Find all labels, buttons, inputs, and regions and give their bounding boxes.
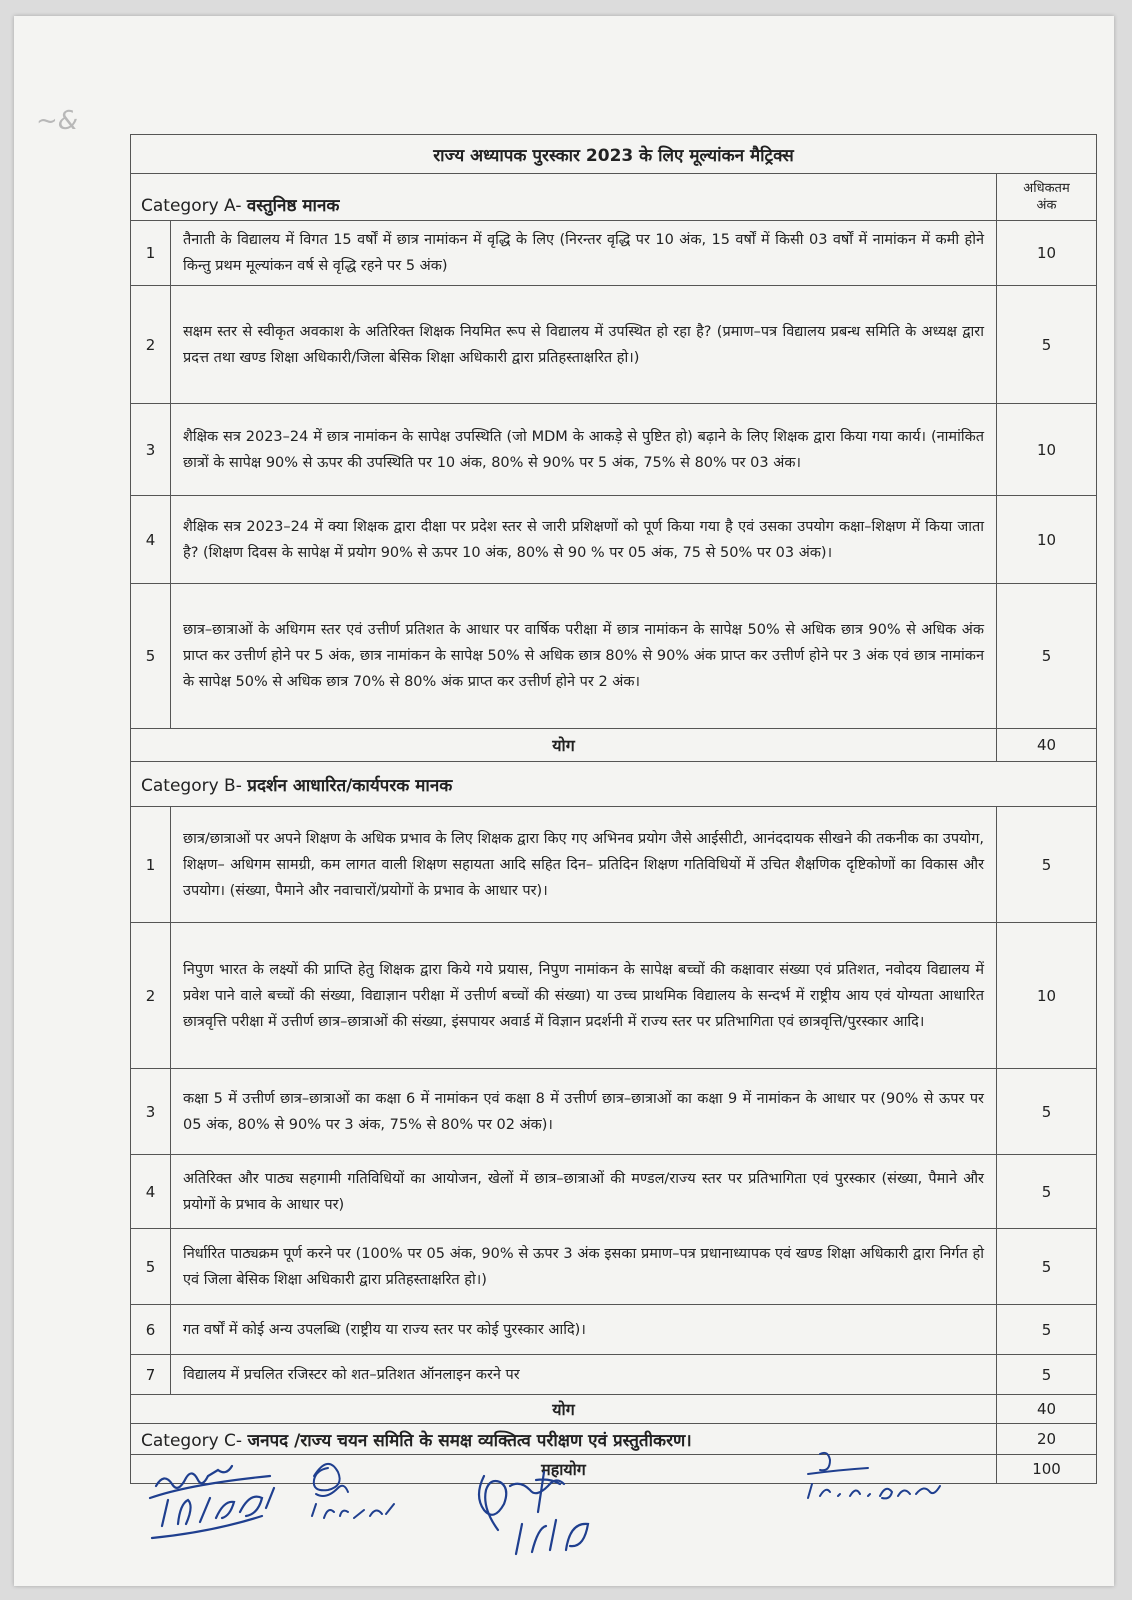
max-marks: 5 [997,1069,1097,1155]
category-a-total-label: योग [131,729,997,762]
max-marks: 5 [997,1355,1097,1395]
title-row [131,135,1097,174]
category-b-name: प्रदर्शन आधारित/कार्यपरक मानक [247,775,453,796]
table-row [131,286,1097,404]
criterion-text: शैक्षिक सत्र 2023–24 में छात्र नामांकन के सापेक्ष उपस्थिति (जो MDM के आकड़े से पुष्टित हो) बढ़ाने के लिए शिक्षक द्वारा किया गया कार्य। (नामांकित छात्रों के सापेक्ष 90% से ऊपर की उपस्थिति पर 10 अंक, 80% से 90% पर 5 अंक, 75% से 80% पर 03 अंक। [171,404,997,496]
max-marks-header-line1: अधिकतम [1023,181,1070,196]
category-c-prefix: Category C- [141,1430,243,1451]
criterion-text: छात्र–छात्राओं के अधिगम स्तर एवं उत्तीर्ण प्रतिशत के आधार पर वार्षिक परीक्षा में छात्र नामांकन के सापेक्ष 50% से अधिक छात्र 90% से अधिक अंक प्राप्त कर उत्तीर्ण होने पर 5 अंक, छात्र नामांकन के सापेक्ष 50% से अधिक छात्र 80% से 90% अंक प्राप्त कर उत्तीर्ण होने पर 3 अंक एवं छात्र नामांकन के सापेक्ष 50% से अधिक छात्र 70% से 80% अंक प्राप्त कर उत्तीर्ण होने पर 2 अंक। [171,584,997,729]
category-a-heading [131,174,997,221]
row-number: 6 [131,1305,171,1355]
max-marks: 10 [997,404,1097,496]
category-a-total-marks: 40 [997,729,1097,762]
max-marks: 5 [997,807,1097,923]
row-number: 1 [131,807,171,923]
max-marks-header [997,174,1097,221]
max-marks: 5 [997,1229,1097,1305]
max-marks-header-line2: अंक [1036,198,1057,213]
table-row [131,221,1097,286]
table-row [131,404,1097,496]
max-marks: 10 [997,496,1097,584]
table-row [131,923,1097,1069]
signature-4 [808,1453,940,1499]
max-marks: 10 [997,221,1097,286]
signature-3 [479,1472,588,1554]
table-row [131,1305,1097,1355]
category-a-name: वस्तुनिष्ठ मानक [246,196,340,216]
max-marks: 5 [997,584,1097,729]
category-c-marks: 20 [997,1424,1097,1455]
category-b-total-label: योग [131,1395,997,1424]
category-b-total-row [131,1395,1097,1424]
row-number: 1 [131,221,171,286]
signature-1 [150,1466,274,1538]
category-a-total-row [131,729,1097,762]
faint-pencil-mark: ~& [36,106,79,136]
row-number: 7 [131,1355,171,1395]
category-a-header-row [131,174,1097,221]
row-number: 4 [131,496,171,584]
table-row [131,584,1097,729]
category-c-name: जनपद /राज्य चयन समिति के समक्ष व्यक्तित्व परीक्षण एवं प्रस्तुतीकरण। [247,1430,692,1451]
row-number: 4 [131,1155,171,1229]
category-b-prefix: Category B- [141,775,242,796]
handwritten-signatures-image [144,1446,1044,1566]
table-row [131,1155,1097,1229]
criterion-text: निर्धारित पाठ्यक्रम पूर्ण करने पर (100% पर 05 अंक, 90% से ऊपर 3 अंक इसका प्रमाण–पत्र प्रधानाध्यापक एवं खण्ड शिक्षा अधिकारी द्वारा निर्गत हो एवं जिला बेसिक शिक्षा अधिकारी द्वारा प्रतिहस्ताक्षरित हो।) [171,1229,997,1305]
criterion-text: सक्षम स्तर से स्वीकृत अवकाश के अतिरिक्त शिक्षक नियमित रूप से विद्यालय में उपस्थित हो रहा है? (प्रमाण–पत्र विद्यालय प्रबन्ध समिति के अध्यक्ष द्वारा प्रदत्त तथा खण्ड शिक्षा अधिकारी/जिला बेसिक शिक्षा अधिकारी द्वारा प्रतिहस्ताक्षरित हो।) [171,286,997,404]
max-marks: 10 [997,923,1097,1069]
signatures-area [144,1446,1044,1566]
row-number: 3 [131,404,171,496]
document-page [14,16,1114,1586]
criterion-text: विद्यालय में प्रचलित रजिस्टर को शत–प्रतिशत ऑनलाइन करने पर [171,1355,997,1395]
category-b-header-row [131,762,1097,807]
criterion-text: कक्षा 5 में उत्तीर्ण छात्र–छात्राओं का कक्षा 6 में नामांकन एवं कक्षा 8 में उत्तीर्ण छात्र–छात्राओं का कक्षा 9 में नामांकन के आधार पर (90% से ऊपर पर 05 अंक, 80% से 90% पर 3 अंक, 75% से 80% पर 02 अंक)। [171,1069,997,1155]
criterion-text: गत वर्षों में कोई अन्य उपलब्धि (राष्ट्रीय या राज्य स्तर पर कोई पुरस्कार आदि)। [171,1305,997,1355]
criterion-text: तैनाती के विद्यालय में विगत 15 वर्षों में छात्र नामांकन में वृद्धि के लिए (निरन्तर वृद्धि पर 10 अंक, 15 वर्षों में किसी 03 वर्षों में नामांकन में कमी होने किन्तु प्रथम मूल्यांकन वर्ष से वृद्धि रहने पर 5 अंक) [171,221,997,286]
row-number: 2 [131,923,171,1069]
category-b-total-marks: 40 [997,1395,1097,1424]
max-marks: 5 [997,1155,1097,1229]
evaluation-matrix-table [130,134,1097,1484]
row-number: 2 [131,286,171,404]
category-a-prefix: Category A- [141,196,242,216]
table-row [131,1069,1097,1155]
criterion-text: अतिरिक्त और पाठ्य सहगामी गतिविधियों का आयोजन, खेलों में छात्र–छात्राओं की मण्डल/राज्य स्तर पर प्रतिभागिता एवं पुरस्कार (संख्या, पैमाने और प्रयोगों के प्रभाव के आधार पर) [171,1155,997,1229]
table-row [131,496,1097,584]
row-number: 3 [131,1069,171,1155]
grand-total-label: महायोग [131,1455,997,1484]
signature-2 [312,1464,394,1518]
row-number: 5 [131,584,171,729]
table-row [131,1229,1097,1305]
max-marks: 5 [997,286,1097,404]
criterion-text: छात्र/छात्राओं पर अपने शिक्षण के अधिक प्रभाव के लिए शिक्षक द्वारा किए गए अभिनव प्रयोग जैसे आईसीटी, आनंददायक सीखने की तकनीक का उपयोग, शिक्षण– अधिगम सामग्री, कम लागत वाली शिक्षण सहायता आदि सहित दिन– प्रतिदिन शिक्षण गतिविधियों में उचित शैक्षणिक दृष्टिकोणों का विकास और उपयोग। (संख्या, पैमाने और नवाचारों/प्रयोगों के प्रभाव के आधार पर)। [171,807,997,923]
table-row [131,1355,1097,1395]
category-b-heading [131,762,1097,807]
criterion-text: निपुण भारत के लक्ष्यों की प्राप्ति हेतु शिक्षक द्वारा किये गये प्रयास, निपुण नामांकन के सापेक्ष बच्चों की कक्षावार संख्या एवं प्रतिशत, नवोदय विद्यालय में प्रवेश पाने वाले बच्चों की संख्या, विद्याज्ञान परीक्षा में उत्तीर्ण बच्चों की संख्या) या उच्च प्राथमिक विद्यालय के सन्दर्भ में राष्ट्रीय आय एवं योग्यता आधारित छात्रवृत्ति परीक्षा में उत्तीर्ण छात्र–छात्राओं की संख्या, इंसपायर अवार्ड में विज्ञान प्रदर्शनी में राज्य स्तर पर प्रतिभागिता एवं छात्रवृत्ति/पुरस्कार आदि। [171,923,997,1069]
document-title: राज्य अध्यापक पुरस्कार 2023 के लिए मूल्यांकन मैट्रिक्स [131,135,1097,174]
table-row [131,807,1097,923]
grand-total-marks: 100 [997,1455,1097,1484]
criterion-text: शैक्षिक सत्र 2023–24 में क्या शिक्षक द्वारा दीक्षा पर प्रदेश स्तर से जारी प्रशिक्षणों को पूर्ण किया गया है एवं उसका उपयोग कक्षा–शिक्षण में किया जाता है? (शिक्षण दिवस के सापेक्ष में प्रयोग 90% से ऊपर 10 अंक, 80% से 90 % पर 05 अंक, 75 से 50% पर 03 अंक)। [171,496,997,584]
row-number: 5 [131,1229,171,1305]
max-marks: 5 [997,1305,1097,1355]
